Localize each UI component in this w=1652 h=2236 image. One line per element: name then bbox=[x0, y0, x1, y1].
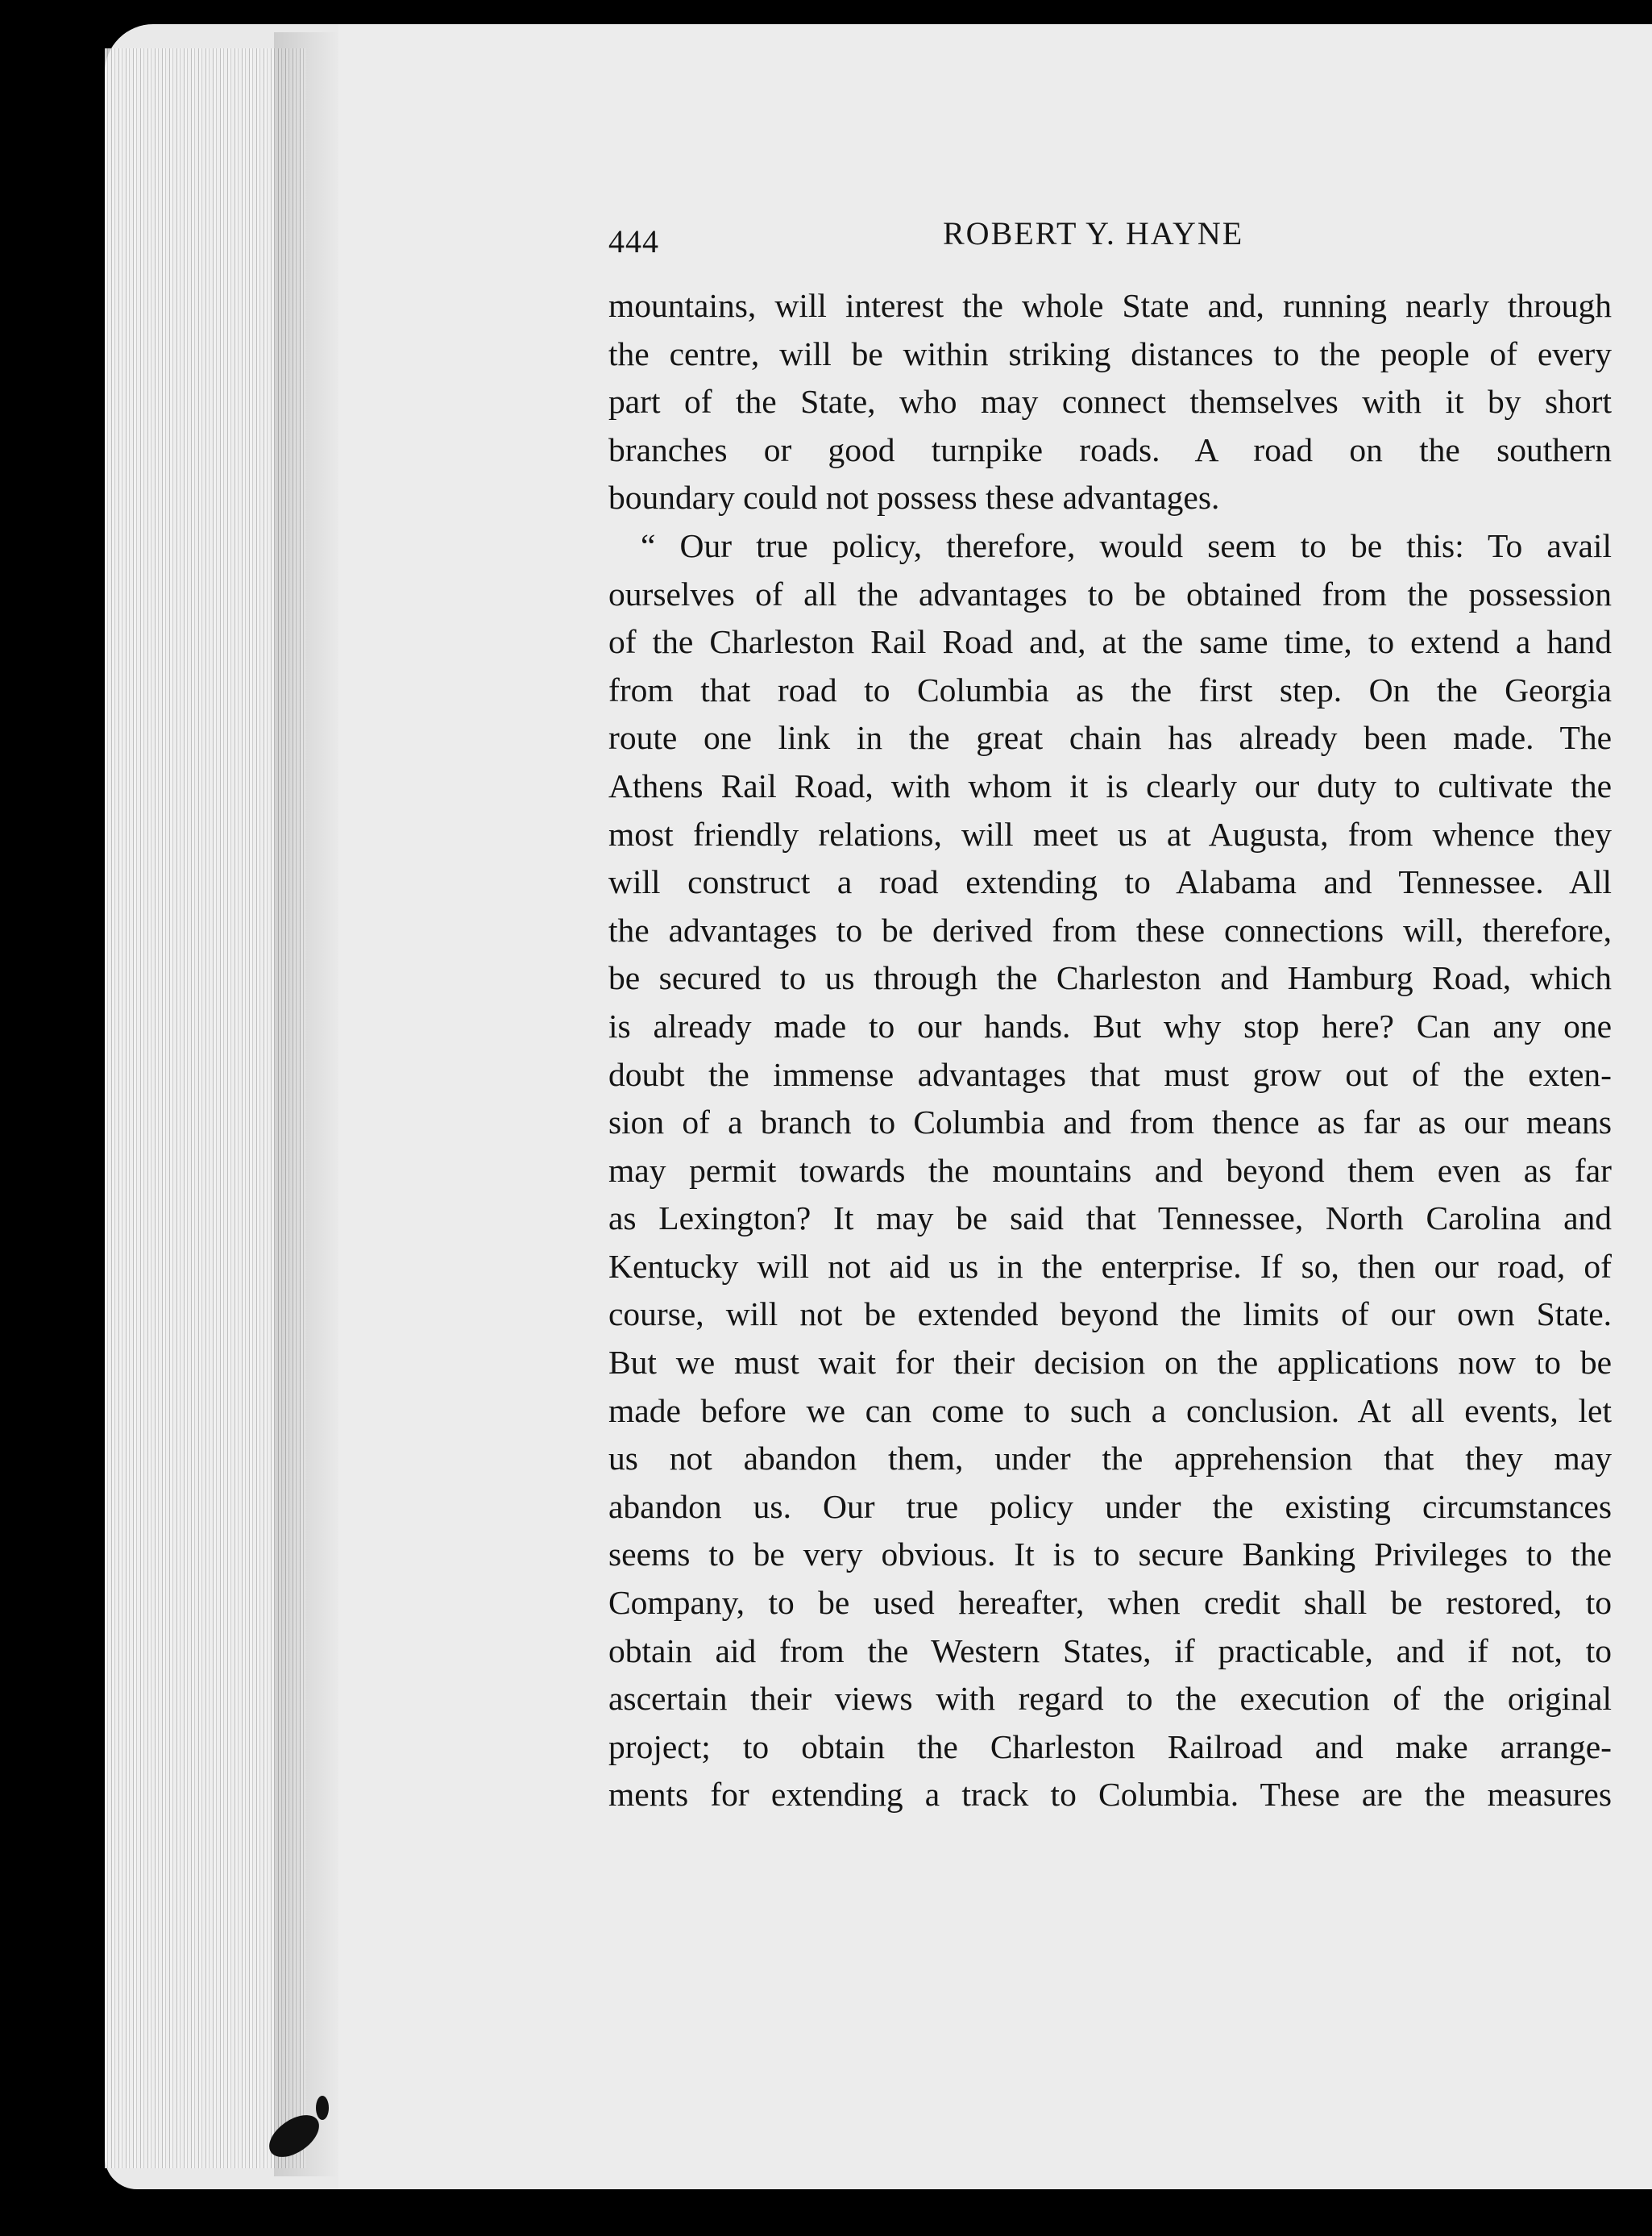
text-line: ourselves of all the advantages to be obtained from the possession bbox=[608, 575, 1612, 613]
text-line: But we must wait for their decision on the applications now to be bbox=[608, 1344, 1612, 1382]
text-line: project; to obtain the Charleston Railroad and make arrange- bbox=[608, 1727, 1612, 1765]
text-line: obtain aid from the Western States, if practicable, and if not, to bbox=[608, 1631, 1612, 1669]
text-line: the centre, will be within striking distances to the people of every bbox=[608, 335, 1612, 372]
text-line: Athens Rail Road, with whom it is clearly our duty to cultivate the bbox=[608, 767, 1612, 804]
text-line: made before we can come to such a conclusion. At all events, let bbox=[608, 1391, 1612, 1429]
text-line: of the Charleston Rail Road and, at the same time, to extend a hand bbox=[608, 623, 1612, 661]
text-line: ascertain their views with regard to the execution of the original bbox=[608, 1680, 1612, 1718]
text-line: doubt the immense advantages that must grow out of the exten- bbox=[608, 1055, 1612, 1093]
text-line: course, will not be extended beyond the limits of our own State. bbox=[608, 1295, 1612, 1333]
text-line: “ Our true policy, therefore, would seem to be this: To avail bbox=[641, 526, 1612, 564]
text-line: us not abandon them, under the apprehension that they may bbox=[608, 1440, 1612, 1478]
text-line: abandon us. Our true policy under the existing circumstances bbox=[608, 1487, 1612, 1525]
running-head: ROBERT Y. HAYNE bbox=[943, 215, 1244, 251]
text-line: boundary could not possess these advantages. bbox=[608, 479, 1220, 517]
text-line: most friendly relations, will meet us at Augusta, from whence they bbox=[608, 815, 1612, 853]
text-line: Company, to be used hereafter, when credit shall be restored, to bbox=[608, 1584, 1612, 1622]
text-line: part of the State, who may connect themselves with it by short bbox=[608, 383, 1612, 421]
gutter-shadow bbox=[274, 32, 338, 2176]
text-line: branches or good turnpike roads. A road on the southern bbox=[608, 430, 1612, 468]
text-line: the advantages to be derived from these connections will, therefore, bbox=[608, 911, 1612, 949]
text-line: is already made to our hands. But why stop here? Can any one bbox=[608, 1007, 1612, 1045]
text-line: mountains, will interest the whole State and, running nearly through bbox=[608, 287, 1612, 324]
text-line: will construct a road extending to Alabama and Tennessee. All bbox=[608, 863, 1612, 901]
text-line: may permit towards the mountains and beyond them even as far bbox=[608, 1151, 1612, 1189]
text-line: sion of a branch to Columbia and from thence as far as our means bbox=[608, 1103, 1612, 1141]
page-number: 444 bbox=[608, 223, 659, 260]
text-line: be secured to us through the Charleston and Hamburg Road, which bbox=[608, 959, 1612, 997]
page-header bbox=[608, 208, 1616, 264]
text-line: ments for extending a track to Columbia. These are the measures bbox=[608, 1776, 1612, 1814]
ink-smudge bbox=[316, 2096, 329, 2120]
text-line: as Lexington? It may be said that Tennessee, North Carolina and bbox=[608, 1199, 1612, 1237]
text-line: from that road to Columbia as the first step. On the Georgia bbox=[608, 671, 1612, 709]
text-line: Kentucky will not aid us in the enterprise. If so, then our road, of bbox=[608, 1247, 1612, 1285]
body-text bbox=[608, 282, 1612, 1819]
text-line: route one link in the great chain has already been made. The bbox=[608, 719, 1612, 757]
text-line: seems to be very obvious. It is to secure Banking Privileges to the bbox=[608, 1536, 1612, 1573]
